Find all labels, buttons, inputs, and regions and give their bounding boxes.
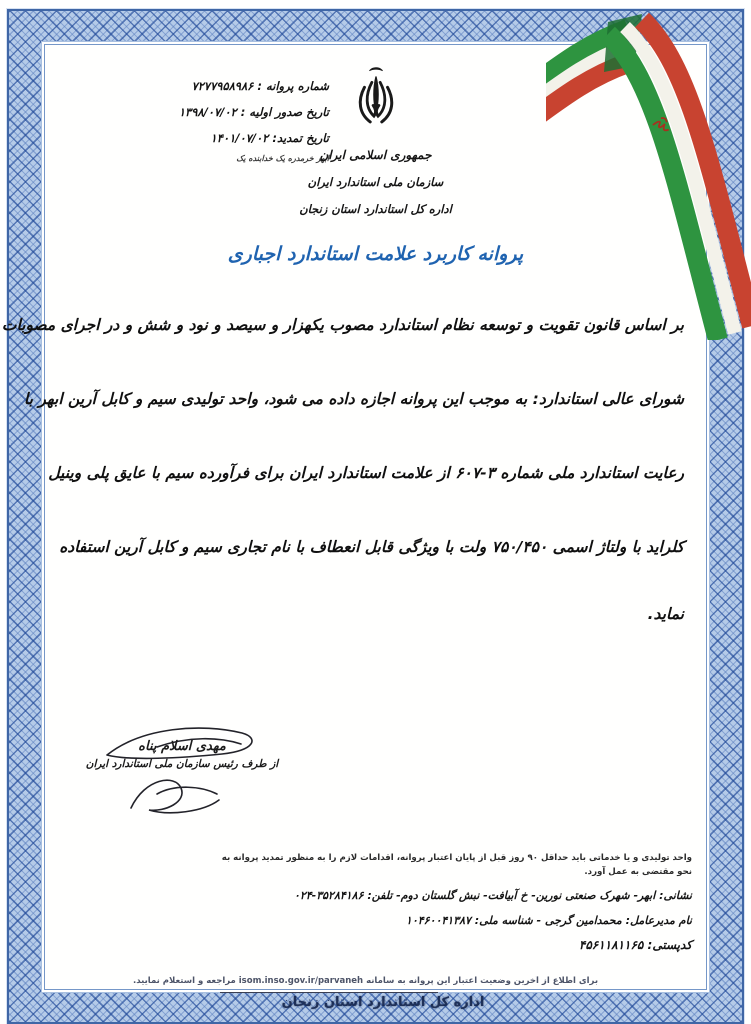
first-issue-value: ۱۳۹۸/۰۷/۰۲ [178,105,237,119]
body-line-4: کلراید با ولتاژ اسمی ۷۵۰/۴۵۰ ولت با ویژگی قابل انعطاف با نام تجاری سیم و کابل آرین استفاده [59,538,684,556]
body-line-1: بر اساس قانون تقویت و توسعه نظام استاندارد مصوب یکهزار و سیصد و نود و شش و در اجرای مصوبات [1,316,684,334]
license-number-label: شماره پروانه : [257,79,329,93]
stamp-rule [220,992,438,993]
footer-block [220,851,692,952]
renewal-notice: واحد تولیدی و یا خدماتی باید حداقل ۹۰ روز قبل از پایان اعتبار پروانه، اقدامات لازم را به منظور تمدید پروانه به نحو مقتضی به عمل آورد. [221,853,692,877]
iran-emblem-icon [351,65,401,135]
organization-name: سازمان ملی استاندارد ایران [307,175,444,189]
address-line: نشانی: ابهر- شهرک صنعتی نورین- خ آبیافت- نبش گلستان دوم- تلفن: ۳۵۲۸۴۱۸۶-۰۲۴ [293,889,692,902]
office-name: اداره کل استاندارد استان زنجان [299,202,452,216]
office-stamp-text: اداره کل استاندارد استان زنجان [281,995,485,1010]
ceo-line: نام مدیرعامل: محمدامین گرجی - شناسه ملی: ۱۰۴۶۰۰۴۱۳۸۷ [405,914,692,927]
postal-code-line: کدپستی: ۴۵۶۱۱۸۱۱۶۵ [578,938,692,952]
body-line-2: شورای عالی استاندارد: به موجب این پروانه اجازه داده می شود، واحد تولیدی سیم و کابل آرین ابهر با [23,390,684,408]
body-line-5: نماید. [647,605,684,623]
first-issue-label: تاریخ صدور اولیه : [240,105,329,119]
renewal-value: ۱۴۰۱/۰۷/۰۲ [210,131,269,145]
signature-block [57,721,307,822]
flag-ribbon-icon [546,0,751,340]
signature-scribble-bottom [117,770,247,822]
handwritten-note: ابهر خرمدره یک خدابنده یک [236,154,329,163]
inquiry-url-line: برای اطلاع از آخرین وضعیت اعتبار این پروانه به سامانه isom.inso.gov.ir/parvaneh مراجعه و استعلام نمایید. [132,976,599,986]
license-number-value: ۷۲۷۷۹۵۸۹۸۶ [191,79,254,93]
president-name: مهدی اسلام پناه [138,739,226,754]
certificate-body [1,288,684,644]
certificate-title: پروانه کاربرد علامت استاندارد اجباری [227,243,524,265]
body-line-3: رعایت استاندارد ملی شماره ۳-۶۰۷ از علامت استاندارد ایران برای فرآورده سیم با عایق پلی وینیل [48,464,684,482]
on-behalf-line: از طرف رئیس سازمان ملی استاندارد ایران [85,758,279,770]
country-name: جمهوری اسلامی ایران [319,148,432,162]
renewal-label: تاریخ تمدید: [272,131,329,145]
